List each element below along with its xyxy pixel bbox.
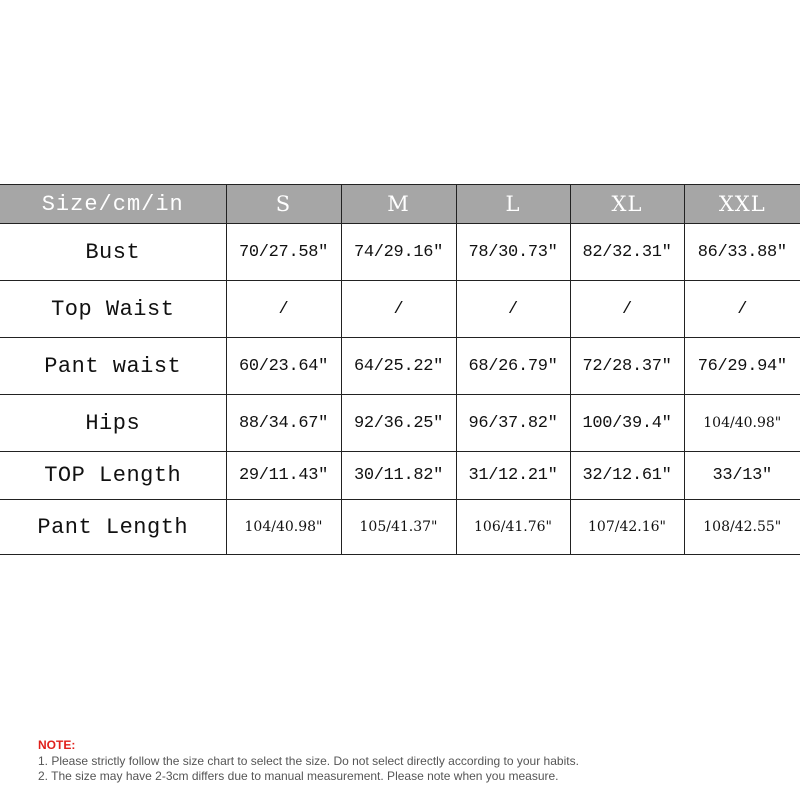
cell-value: 104/40.98" bbox=[684, 395, 800, 452]
cell-value: 72/28.37" bbox=[570, 338, 684, 395]
note-line: 2. The size may have 2-3cm differs due to manual measurement. Please note when you measure. bbox=[38, 769, 559, 783]
header-row bbox=[0, 185, 800, 224]
cell-value: 60/23.64" bbox=[226, 338, 341, 395]
row-top-length bbox=[0, 452, 800, 500]
cell-value: 96/37.82" bbox=[456, 395, 570, 452]
cell-value: 82/32.31" bbox=[570, 224, 684, 281]
cell-value: / bbox=[570, 281, 684, 338]
cell-value: 92/36.25" bbox=[341, 395, 456, 452]
cell-value: 33/13" bbox=[684, 452, 800, 500]
header-size-xl: XL bbox=[570, 185, 684, 224]
row-label: Hips bbox=[0, 395, 226, 452]
cell-value: 78/30.73" bbox=[456, 224, 570, 281]
row-label: Pant Length bbox=[0, 500, 226, 555]
size-note bbox=[38, 738, 579, 785]
cell-value: 68/26.79" bbox=[456, 338, 570, 395]
header-size-l: L bbox=[456, 185, 570, 224]
cell-value: 70/27.58" bbox=[226, 224, 341, 281]
cell-value: / bbox=[341, 281, 456, 338]
size-chart-table bbox=[0, 184, 800, 555]
cell-value: 32/12.61" bbox=[570, 452, 684, 500]
cell-value: 88/34.67" bbox=[226, 395, 341, 452]
cell-value: 104/40.98" bbox=[226, 500, 341, 555]
header-label-cell: Size/cm/in bbox=[0, 185, 226, 224]
cell-value: / bbox=[684, 281, 800, 338]
cell-value: 86/33.88" bbox=[684, 224, 800, 281]
cell-value: 107/42.16" bbox=[570, 500, 684, 555]
cell-value: / bbox=[456, 281, 570, 338]
row-pant-waist bbox=[0, 338, 800, 395]
cell-value: 31/12.21" bbox=[456, 452, 570, 500]
row-pant-length bbox=[0, 500, 800, 555]
note-line: 1. Please strictly follow the size chart to select the size. Do not select directly according to your habits. bbox=[38, 753, 579, 768]
row-hips bbox=[0, 395, 800, 452]
row-label: Bust bbox=[0, 224, 226, 281]
cell-value: 76/29.94" bbox=[684, 338, 800, 395]
cell-value: 64/25.22" bbox=[341, 338, 456, 395]
cell-value: 100/39.4" bbox=[570, 395, 684, 452]
row-label: TOP Length bbox=[0, 452, 226, 500]
header-size-xxl: XXL bbox=[684, 185, 800, 224]
cell-value: 74/29.16" bbox=[341, 224, 456, 281]
cell-value: 106/41.76" bbox=[456, 500, 570, 555]
cell-value: 30/11.82" bbox=[341, 452, 456, 500]
cell-value: 108/42.55" bbox=[684, 500, 800, 555]
header-size-m: M bbox=[341, 185, 456, 224]
note-title: NOTE: bbox=[38, 738, 76, 752]
row-bust bbox=[0, 224, 800, 281]
row-top-waist bbox=[0, 281, 800, 338]
row-label: Pant waist bbox=[0, 338, 226, 395]
cell-value: 105/41.37" bbox=[341, 500, 456, 555]
header-size-s: S bbox=[226, 185, 341, 224]
cell-value: / bbox=[226, 281, 341, 338]
cell-value: 29/11.43" bbox=[226, 452, 341, 500]
row-label: Top Waist bbox=[0, 281, 226, 338]
